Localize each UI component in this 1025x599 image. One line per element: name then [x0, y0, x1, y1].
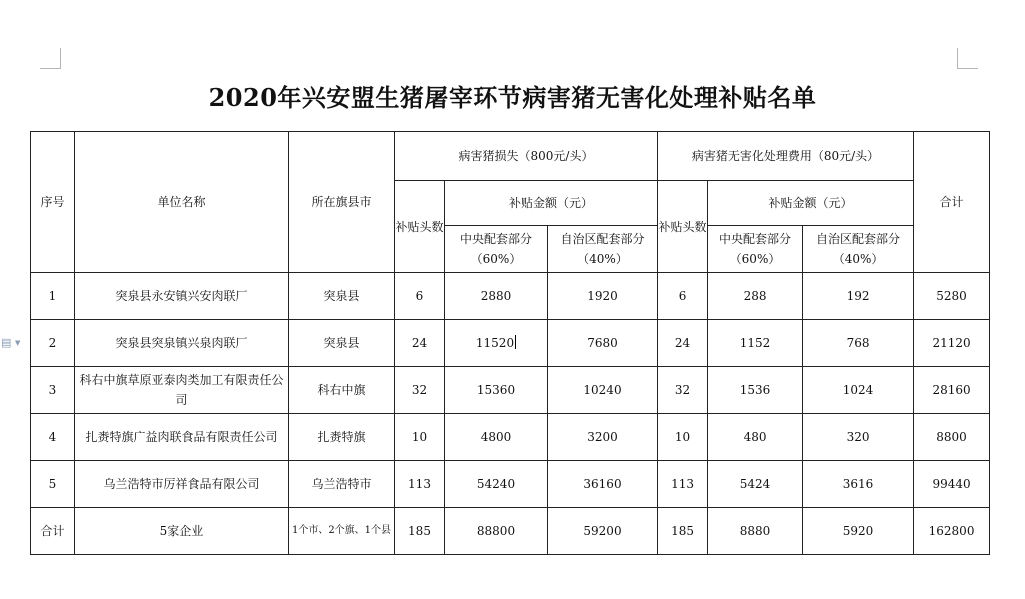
header-loss-regional: 自治区配套部分（40%） [548, 226, 658, 273]
cell-loss-regional: 36160 [548, 461, 658, 508]
summary-treat-central: 8880 [708, 508, 803, 555]
cell-treat-heads: 32 [658, 367, 708, 414]
cell-total: 99440 [914, 461, 990, 508]
table-row [31, 414, 990, 461]
cell-total: 28160 [914, 367, 990, 414]
cell-loss-heads: 32 [395, 367, 445, 414]
cell-treat-heads: 113 [658, 461, 708, 508]
cell-loss-regional: 10240 [548, 367, 658, 414]
cell-county: 突泉县 [289, 320, 395, 367]
cell-unit: 突泉县突泉镇兴泉肉联厂 [75, 320, 289, 367]
cell-loss-central: 15360 [445, 367, 548, 414]
cell-loss-regional: 1920 [548, 273, 658, 320]
cell-loss-heads: 6 [395, 273, 445, 320]
table-row [31, 367, 990, 414]
cell-total: 8800 [914, 414, 990, 461]
table-row [31, 273, 990, 320]
cell-treat-heads: 24 [658, 320, 708, 367]
cell-unit: 乌兰浩特市厉祥食品有限公司 [75, 461, 289, 508]
cell-seq: 5 [31, 461, 75, 508]
cell-treat-heads: 10 [658, 414, 708, 461]
cell-loss-heads: 24 [395, 320, 445, 367]
header-treatment-group: 病害猪无害化处理费用（80元/头） [658, 132, 914, 181]
cell-treat-central: 5424 [708, 461, 803, 508]
cell-loss-regional: 3200 [548, 414, 658, 461]
cell-treat-regional: 3616 [803, 461, 914, 508]
cell-county: 扎赉特旗 [289, 414, 395, 461]
cell-county: 乌兰浩特市 [289, 461, 395, 508]
summary-loss-central: 88800 [445, 508, 548, 555]
cell-seq: 4 [31, 414, 75, 461]
cell-loss-heads: 10 [395, 414, 445, 461]
header-loss-amount: 补贴金额（元） [445, 181, 658, 226]
cell-treat-regional: 1024 [803, 367, 914, 414]
cell-treat-heads: 6 [658, 273, 708, 320]
cell-unit: 扎赉特旗广益肉联食品有限责任公司 [75, 414, 289, 461]
subsidy-table [30, 131, 990, 555]
cell-treat-central: 480 [708, 414, 803, 461]
cell-loss-central: 4800 [445, 414, 548, 461]
cell-treat-central: 1536 [708, 367, 803, 414]
cell-treat-regional: 192 [803, 273, 914, 320]
cell-seq: 2 [31, 320, 75, 367]
header-loss-central: 中央配套部分（60%） [445, 226, 548, 273]
table-row [31, 461, 990, 508]
cell-treat-central: 1152 [708, 320, 803, 367]
header-loss-heads: 补贴头数 [395, 181, 445, 273]
cell-loss-central-editing[interactable] [445, 320, 548, 367]
summary-loss-heads: 185 [395, 508, 445, 555]
cell-loss-central: 54240 [445, 461, 548, 508]
summary-treat-heads: 185 [658, 508, 708, 555]
crop-mark-top-right [957, 48, 978, 69]
cell-treat-regional: 768 [803, 320, 914, 367]
header-treat-heads: 补贴头数 [658, 181, 708, 273]
header-seq: 序号 [31, 132, 75, 273]
table-row [31, 320, 990, 367]
summary-row [31, 508, 990, 555]
header-unit: 单位名称 [75, 132, 289, 273]
cell-unit: 科右中旗草原亚泰肉类加工有限责任公司 [75, 367, 289, 414]
header-treat-central: 中央配套部分（60%） [708, 226, 803, 273]
cell-county: 突泉县 [289, 273, 395, 320]
summary-total: 162800 [914, 508, 990, 555]
cell-unit: 突泉县永安镇兴安肉联厂 [75, 273, 289, 320]
summary-treat-regional: 5920 [803, 508, 914, 555]
summary-unit: 5家企业 [75, 508, 289, 555]
summary-loss-regional: 59200 [548, 508, 658, 555]
header-treat-regional: 自治区配套部分（40%） [803, 226, 914, 273]
document-icon[interactable]: ▤ [1, 336, 12, 349]
cell-treat-central: 288 [708, 273, 803, 320]
chevron-down-icon[interactable]: ▼ [15, 339, 21, 347]
cell-treat-regional: 320 [803, 414, 914, 461]
cell-loss-regional: 7680 [548, 320, 658, 367]
header-total: 合计 [914, 132, 990, 273]
document-title: 2020年兴安盟生猪屠宰环节病害猪无害化处理补贴名单 [208, 83, 817, 112]
summary-county: 1个市、2个旗、1个县 [289, 508, 395, 555]
header-county: 所在旗县市 [289, 132, 395, 273]
cell-loss-central: 2880 [445, 273, 548, 320]
summary-seq: 合计 [31, 508, 75, 555]
cell-total: 5280 [914, 273, 990, 320]
header-treat-amount: 补贴金额（元） [708, 181, 914, 226]
text-cursor [515, 335, 516, 349]
cell-county: 科右中旗 [289, 367, 395, 414]
crop-mark-top-left [40, 48, 61, 69]
cell-loss-central[interactable]: 11520 [475, 336, 515, 350]
cell-total: 21120 [914, 320, 990, 367]
cell-loss-heads: 113 [395, 461, 445, 508]
cell-seq: 3 [31, 367, 75, 414]
header-loss-group: 病害猪损失（800元/头） [395, 132, 658, 181]
cell-seq: 1 [31, 273, 75, 320]
